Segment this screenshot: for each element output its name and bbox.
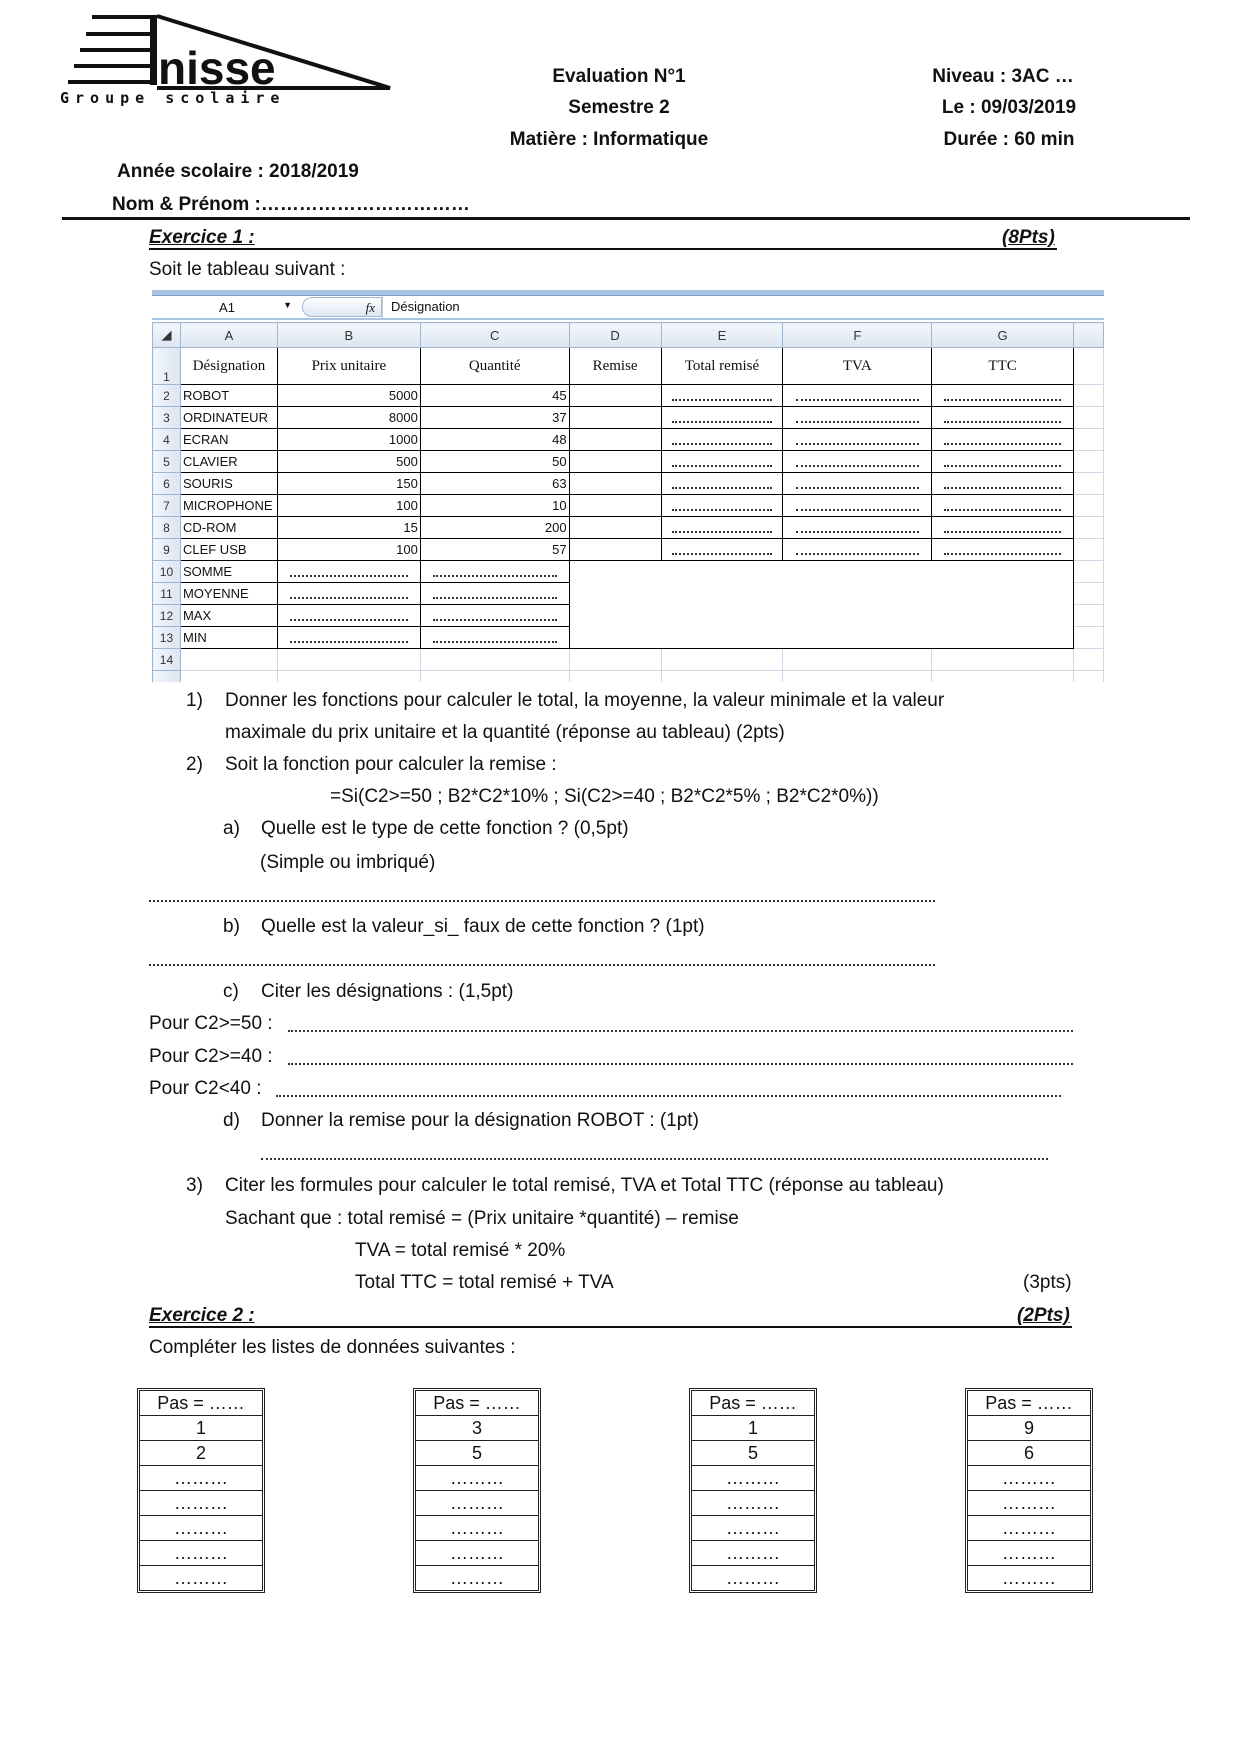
empty-cell[interactable] xyxy=(1073,539,1103,561)
quantite-cell[interactable]: 50 xyxy=(420,451,569,473)
quantite-stat-cell[interactable] xyxy=(420,583,569,605)
empty-cell[interactable] xyxy=(932,649,1074,671)
spreadsheet-screenshot xyxy=(152,290,1104,682)
answer-dots xyxy=(796,479,920,489)
subject: Matière : Informatique xyxy=(509,129,709,150)
prix-cell[interactable]: 500 xyxy=(277,451,420,473)
column-header-f[interactable]: F xyxy=(783,323,932,348)
row-header[interactable]: 10 xyxy=(153,561,181,583)
q2-number: 2) xyxy=(186,754,203,775)
empty-cell[interactable] xyxy=(569,649,661,671)
q3-number: 3) xyxy=(186,1175,203,1196)
q1-text: Donner les fonctions pour calculer le total, la moyenne, la valeur minimale et la valeur xyxy=(225,690,945,711)
q1-text-cont: maximale du prix unitaire et la quantité (réponse au tableau) (2pts) xyxy=(225,722,785,743)
answer-dots xyxy=(433,567,557,577)
empty-cell[interactable] xyxy=(932,671,1074,683)
header-cell-f[interactable]: TVA xyxy=(783,348,932,385)
list-row xyxy=(416,1491,539,1516)
prix-cell[interactable]: 8000 xyxy=(277,407,420,429)
q3-ttc: Total TTC = total remisé + TVA xyxy=(355,1272,614,1293)
table-row xyxy=(153,385,1104,407)
tva-cell[interactable] xyxy=(783,517,932,539)
list-value[interactable]: ……… xyxy=(140,1566,263,1591)
ttc-cell[interactable] xyxy=(932,451,1074,473)
empty-cell[interactable] xyxy=(1073,429,1103,451)
list-row xyxy=(416,1566,539,1591)
ttc-cell[interactable] xyxy=(932,495,1074,517)
table-row xyxy=(153,517,1104,539)
answer-dots xyxy=(944,479,1062,489)
designation-cell[interactable]: CLAVIER xyxy=(180,451,277,473)
row-header[interactable]: 4 xyxy=(153,429,181,451)
list-value[interactable]: ……… xyxy=(416,1466,539,1491)
remise-cell[interactable] xyxy=(569,385,661,407)
list-row xyxy=(140,1391,263,1416)
column-header-d[interactable]: D xyxy=(569,323,661,348)
header-cell-a[interactable]: Désignation xyxy=(180,348,277,385)
pour-50-label: Pour C2>=50 : xyxy=(149,1013,273,1034)
table-row xyxy=(153,451,1104,473)
qd-answer-line[interactable] xyxy=(261,1158,1048,1160)
empty-cell[interactable] xyxy=(1073,649,1103,671)
quantite-cell[interactable]: 200 xyxy=(420,517,569,539)
quantite-stat-cell[interactable] xyxy=(420,627,569,649)
empty-cell[interactable] xyxy=(569,671,661,683)
data-list-table xyxy=(691,1390,815,1591)
list-value[interactable]: ……… xyxy=(968,1566,1091,1591)
exercise-1-underline xyxy=(149,248,1057,250)
formula-bar xyxy=(152,296,1104,320)
empty-cell[interactable] xyxy=(1073,561,1103,583)
total-remise-cell[interactable] xyxy=(661,517,783,539)
ttc-cell[interactable] xyxy=(932,473,1074,495)
prix-stat-cell[interactable] xyxy=(277,561,420,583)
list-row xyxy=(140,1416,263,1441)
answer-dots xyxy=(796,523,920,533)
list-value[interactable]: ……… xyxy=(968,1491,1091,1516)
list-row xyxy=(140,1491,263,1516)
list-value: 5 xyxy=(692,1441,815,1466)
ttc-cell[interactable] xyxy=(932,517,1074,539)
remise-cell[interactable] xyxy=(569,429,661,451)
stat-label-cell[interactable]: SOMME xyxy=(180,561,277,583)
pour-40-answer-line[interactable] xyxy=(288,1063,1073,1065)
table-row xyxy=(153,671,1104,683)
list-row xyxy=(692,1466,815,1491)
prix-stat-cell[interactable] xyxy=(277,605,420,627)
pour-lt40-label: Pour C2<40 : xyxy=(149,1078,262,1099)
designation-cell[interactable]: ECRAN xyxy=(180,429,277,451)
answer-dots xyxy=(944,435,1062,445)
answer-dots xyxy=(290,589,409,599)
qa-text: Quelle est le type de cette fonction ? (0,5pt) xyxy=(261,818,629,839)
list-row xyxy=(692,1541,815,1566)
list-row xyxy=(968,1566,1091,1591)
column-header-e[interactable]: E xyxy=(661,323,783,348)
row-header[interactable]: 8 xyxy=(153,517,181,539)
list-value[interactable]: ……… xyxy=(692,1566,815,1591)
exercise-2-title: Exercice 2 : xyxy=(149,1305,255,1326)
prix-stat-cell[interactable] xyxy=(277,627,420,649)
answer-dots xyxy=(290,567,409,577)
header-cell-e[interactable]: Total remisé xyxy=(661,348,783,385)
ttc-cell[interactable] xyxy=(932,429,1074,451)
data-list-table xyxy=(415,1390,539,1591)
empty-cell[interactable] xyxy=(1073,385,1103,407)
list-step-header[interactable]: Pas = …… xyxy=(692,1391,815,1416)
answer-dots xyxy=(672,413,773,423)
list-value[interactable]: ……… xyxy=(416,1541,539,1566)
designation-cell[interactable]: SOURIS xyxy=(180,473,277,495)
table-row xyxy=(153,539,1104,561)
total-remise-cell[interactable] xyxy=(661,385,783,407)
list-value: 1 xyxy=(140,1416,263,1441)
qa-hint: (Simple ou imbriqué) xyxy=(260,852,436,873)
list-value[interactable]: ……… xyxy=(140,1491,263,1516)
list-value: 2 xyxy=(140,1441,263,1466)
answer-dots xyxy=(796,545,920,555)
designation-cell[interactable]: ROBOT xyxy=(180,385,277,407)
column-header-c[interactable]: C xyxy=(420,323,569,348)
quantite-cell[interactable]: 10 xyxy=(420,495,569,517)
answer-dots xyxy=(290,633,409,643)
answer-dots xyxy=(672,391,773,401)
column-header-row xyxy=(153,323,1104,348)
empty-cell[interactable] xyxy=(783,649,932,671)
total-remise-cell[interactable] xyxy=(661,473,783,495)
list-row xyxy=(140,1466,263,1491)
total-remise-cell[interactable] xyxy=(661,429,783,451)
designation-cell[interactable]: MICROPHONE xyxy=(180,495,277,517)
quantite-cell[interactable]: 37 xyxy=(420,407,569,429)
q3-text: Citer les formules pour calculer le total remisé, TVA et Total TTC (réponse au tableau) xyxy=(225,1175,944,1196)
list-step-header[interactable]: Pas = …… xyxy=(140,1391,263,1416)
row-header[interactable]: 6 xyxy=(153,473,181,495)
list-value[interactable]: ……… xyxy=(968,1466,1091,1491)
tva-cell[interactable] xyxy=(783,495,932,517)
list-value[interactable]: ……… xyxy=(140,1466,263,1491)
data-list-table xyxy=(139,1390,263,1591)
row-header[interactable]: 2 xyxy=(153,385,181,407)
exercise-2-points: (2Pts) xyxy=(1017,1305,1070,1326)
formula-value[interactable]: Désignation xyxy=(382,296,1104,318)
list-row xyxy=(968,1516,1091,1541)
answer-dots xyxy=(433,589,557,599)
qc-letter: c) xyxy=(223,981,239,1002)
answer-dots xyxy=(944,413,1062,423)
pour-lt40-answer-line[interactable] xyxy=(276,1095,1061,1097)
tva-cell[interactable] xyxy=(783,539,932,561)
list-row xyxy=(692,1491,815,1516)
row-header[interactable]: 14 xyxy=(153,649,181,671)
answer-dots xyxy=(672,479,773,489)
answer-dots xyxy=(944,501,1062,511)
list-row xyxy=(692,1441,815,1466)
answer-dots xyxy=(672,435,773,445)
list-row xyxy=(416,1416,539,1441)
qc-text: Citer les désignations : (1,5pt) xyxy=(261,981,514,1002)
data-list-table xyxy=(967,1390,1091,1591)
exercise-1-points: (8Pts) xyxy=(1002,227,1055,248)
header-cell-b[interactable]: Prix unitaire xyxy=(277,348,420,385)
qd-text: Donner la remise pour la désignation ROBOT : (1pt) xyxy=(261,1110,699,1131)
list-value[interactable]: ……… xyxy=(968,1541,1091,1566)
column-header-g[interactable]: G xyxy=(932,323,1074,348)
list-row xyxy=(140,1541,263,1566)
empty-cell[interactable] xyxy=(661,671,783,683)
list-row xyxy=(416,1516,539,1541)
evaluation-title: Evaluation N°1 xyxy=(552,66,686,87)
q2-text: Soit la fonction pour calculer la remise : xyxy=(225,754,557,775)
list-row xyxy=(968,1541,1091,1566)
stat-label-cell[interactable]: MOYENNE xyxy=(180,583,277,605)
answer-dots xyxy=(796,391,920,401)
prix-cell[interactable]: 100 xyxy=(277,539,420,561)
tva-cell[interactable] xyxy=(783,451,932,473)
header-rule xyxy=(62,217,1190,220)
remise-cell[interactable] xyxy=(569,495,661,517)
semester: Semestre 2 xyxy=(568,97,670,118)
row-header[interactable]: 7 xyxy=(153,495,181,517)
empty-cell[interactable] xyxy=(1073,473,1103,495)
svg-text:nisse: nisse xyxy=(158,42,276,94)
list-row xyxy=(140,1441,263,1466)
header-cell-d[interactable]: Remise xyxy=(569,348,661,385)
list-row xyxy=(968,1391,1091,1416)
list-value[interactable]: ……… xyxy=(692,1466,815,1491)
column-header-b[interactable]: B xyxy=(277,323,420,348)
list-row xyxy=(140,1516,263,1541)
table-row xyxy=(153,649,1104,671)
list-row xyxy=(416,1391,539,1416)
list-value: 9 xyxy=(968,1416,1091,1441)
pour-50-answer-line[interactable] xyxy=(288,1030,1073,1032)
quantite-cell[interactable]: 48 xyxy=(420,429,569,451)
school-logo xyxy=(60,12,395,107)
list-value[interactable]: ……… xyxy=(692,1491,815,1516)
designation-cell[interactable]: CD-ROM xyxy=(180,517,277,539)
empty-cell[interactable] xyxy=(1073,407,1103,429)
prix-cell[interactable]: 150 xyxy=(277,473,420,495)
quantite-cell[interactable]: 45 xyxy=(420,385,569,407)
list-row xyxy=(140,1566,263,1591)
q3-points: (3pts) xyxy=(1023,1272,1072,1293)
empty-cell[interactable] xyxy=(277,649,420,671)
list-row xyxy=(968,1441,1091,1466)
prix-cell[interactable]: 1000 xyxy=(277,429,420,451)
table-row xyxy=(153,561,1104,583)
list-step-header[interactable]: Pas = …… xyxy=(416,1391,539,1416)
empty-cell[interactable] xyxy=(180,649,277,671)
answer-dots xyxy=(944,545,1062,555)
exercise-2-underline xyxy=(149,1326,1072,1328)
total-remise-cell[interactable] xyxy=(661,407,783,429)
empty-cell[interactable] xyxy=(277,671,420,683)
row-header[interactable]: 13 xyxy=(153,627,181,649)
column-header-extra[interactable] xyxy=(1073,323,1103,348)
row-header[interactable]: 5 xyxy=(153,451,181,473)
empty-merged-area xyxy=(569,561,1073,649)
level: Niveau : 3AC … xyxy=(932,66,1074,87)
prix-cell[interactable]: 5000 xyxy=(277,385,420,407)
list-row xyxy=(692,1391,815,1416)
empty-cell[interactable] xyxy=(1073,627,1103,649)
name-box[interactable]: A1 ▼ xyxy=(219,299,292,315)
header-cell-g[interactable]: TTC xyxy=(932,348,1074,385)
list-value[interactable]: ……… xyxy=(416,1566,539,1591)
row-header[interactable]: 3 xyxy=(153,407,181,429)
row-header[interactable]: 1 xyxy=(153,348,181,385)
empty-cell[interactable] xyxy=(1073,583,1103,605)
duration: Durée : 60 min xyxy=(943,129,1075,150)
table-row xyxy=(153,348,1104,385)
prix-stat-cell[interactable] xyxy=(277,583,420,605)
list-value[interactable]: ……… xyxy=(692,1541,815,1566)
empty-cell[interactable] xyxy=(180,671,277,683)
quantite-cell[interactable]: 57 xyxy=(420,539,569,561)
list-row xyxy=(968,1416,1091,1441)
answer-dots xyxy=(796,457,920,467)
ttc-cell[interactable] xyxy=(932,407,1074,429)
list-row xyxy=(968,1491,1091,1516)
list-row xyxy=(692,1566,815,1591)
list-value[interactable]: ……… xyxy=(416,1491,539,1516)
answer-dots xyxy=(944,523,1062,533)
tva-cell[interactable] xyxy=(783,429,932,451)
remise-cell[interactable] xyxy=(569,517,661,539)
remise-cell[interactable] xyxy=(569,451,661,473)
list-value[interactable]: ……… xyxy=(140,1541,263,1566)
header-cell-c[interactable]: Quantité xyxy=(420,348,569,385)
list-value: 3 xyxy=(416,1416,539,1441)
row-header[interactable]: 9 xyxy=(153,539,181,561)
answer-dots xyxy=(944,457,1062,467)
answer-dots xyxy=(290,611,409,621)
answer-dots xyxy=(796,501,920,511)
remise-formula: =Si(C2>=50 ; B2*C2*10% ; Si(C2>=40 ; B2*C2*5% ; B2*C2*0%)) xyxy=(330,786,879,807)
empty-cell[interactable] xyxy=(420,671,569,683)
list-value[interactable]: ……… xyxy=(140,1516,263,1541)
remise-cell[interactable] xyxy=(569,539,661,561)
table-row xyxy=(153,495,1104,517)
name-field[interactable]: Nom & Prénom :…………………………… xyxy=(112,194,470,215)
answer-dots xyxy=(796,413,920,423)
list-value: 5 xyxy=(416,1441,539,1466)
list-value[interactable]: ……… xyxy=(692,1516,815,1541)
empty-cell[interactable] xyxy=(661,649,783,671)
designation-cell[interactable]: ORDINATEUR xyxy=(180,407,277,429)
table-row xyxy=(153,429,1104,451)
list-row xyxy=(416,1441,539,1466)
exercise-2-intro: Compléter les listes de données suivantes : xyxy=(149,1337,516,1358)
tva-cell[interactable] xyxy=(783,473,932,495)
ttc-cell[interactable] xyxy=(932,539,1074,561)
empty-cell[interactable] xyxy=(420,649,569,671)
row-header[interactable]: 11 xyxy=(153,583,181,605)
answer-dots xyxy=(796,435,920,445)
pour-40-label: Pour C2>=40 : xyxy=(149,1046,273,1067)
answer-dots xyxy=(944,391,1062,401)
exercise-1-intro: Soit le tableau suivant : xyxy=(149,259,346,280)
tva-cell[interactable] xyxy=(783,385,932,407)
q3-sachant: Sachant que : total remisé = (Prix unitaire *quantité) – remise xyxy=(225,1208,739,1229)
answer-dots xyxy=(672,457,773,467)
designation-cell[interactable]: CLEF USB xyxy=(180,539,277,561)
svg-text:Groupe scolaire: Groupe scolaire xyxy=(60,89,286,107)
quantite-cell[interactable]: 63 xyxy=(420,473,569,495)
table-row xyxy=(153,473,1104,495)
total-remise-cell[interactable] xyxy=(661,539,783,561)
empty-cell[interactable] xyxy=(1073,517,1103,539)
empty-cell[interactable] xyxy=(1073,605,1103,627)
school-year: Année scolaire : 2018/2019 xyxy=(117,161,359,182)
date: Le : 09/03/2019 xyxy=(941,97,1077,118)
empty-cell[interactable] xyxy=(1073,671,1103,683)
q1-number: 1) xyxy=(186,690,203,711)
select-all-corner[interactable]: ◢ xyxy=(153,323,181,348)
remise-cell[interactable] xyxy=(569,473,661,495)
empty-cell[interactable] xyxy=(1073,451,1103,473)
answer-dots xyxy=(672,501,773,511)
total-remise-cell[interactable] xyxy=(661,495,783,517)
empty-cell[interactable] xyxy=(1073,495,1103,517)
quantite-stat-cell[interactable] xyxy=(420,561,569,583)
answer-dots xyxy=(433,633,557,643)
answer-dots xyxy=(672,545,773,555)
q3-tva: TVA = total remisé * 20% xyxy=(355,1240,566,1261)
list-step-header[interactable]: Pas = …… xyxy=(968,1391,1091,1416)
worksheet-grid xyxy=(152,322,1104,682)
total-remise-cell[interactable] xyxy=(661,451,783,473)
answer-dots xyxy=(672,523,773,533)
qa-letter: a) xyxy=(223,818,240,839)
list-row xyxy=(692,1416,815,1441)
prix-cell[interactable]: 15 xyxy=(277,517,420,539)
empty-cell[interactable] xyxy=(1073,348,1103,385)
row-header[interactable] xyxy=(153,671,181,683)
column-header-a[interactable]: A xyxy=(180,323,277,348)
empty-cell[interactable] xyxy=(783,671,932,683)
tva-cell[interactable] xyxy=(783,407,932,429)
qd-letter: d) xyxy=(223,1110,240,1131)
quantite-stat-cell[interactable] xyxy=(420,605,569,627)
list-row xyxy=(416,1541,539,1566)
qb-answer-line[interactable] xyxy=(149,964,935,966)
row-header[interactable]: 12 xyxy=(153,605,181,627)
list-value: 6 xyxy=(968,1441,1091,1466)
prix-cell[interactable]: 100 xyxy=(277,495,420,517)
qa-answer-line[interactable] xyxy=(149,900,935,902)
dropdown-icon[interactable]: ▼ xyxy=(283,299,292,310)
qb-text: Quelle est la valeur_si_ faux de cette fonction ? (1pt) xyxy=(261,916,705,937)
answer-dots xyxy=(433,611,557,621)
list-row xyxy=(416,1466,539,1491)
fx-icon[interactable]: fx xyxy=(302,297,382,317)
qb-letter: b) xyxy=(223,916,240,937)
list-row xyxy=(692,1516,815,1541)
stat-label-cell[interactable]: MAX xyxy=(180,605,277,627)
list-row xyxy=(968,1466,1091,1491)
list-value[interactable]: ……… xyxy=(968,1516,1091,1541)
table-row xyxy=(153,407,1104,429)
exercise-1-title: Exercice 1 : xyxy=(149,227,255,248)
stat-label-cell[interactable]: MIN xyxy=(180,627,277,649)
remise-cell[interactable] xyxy=(569,407,661,429)
ttc-cell[interactable] xyxy=(932,385,1074,407)
list-value[interactable]: ……… xyxy=(416,1516,539,1541)
list-value: 1 xyxy=(692,1416,815,1441)
